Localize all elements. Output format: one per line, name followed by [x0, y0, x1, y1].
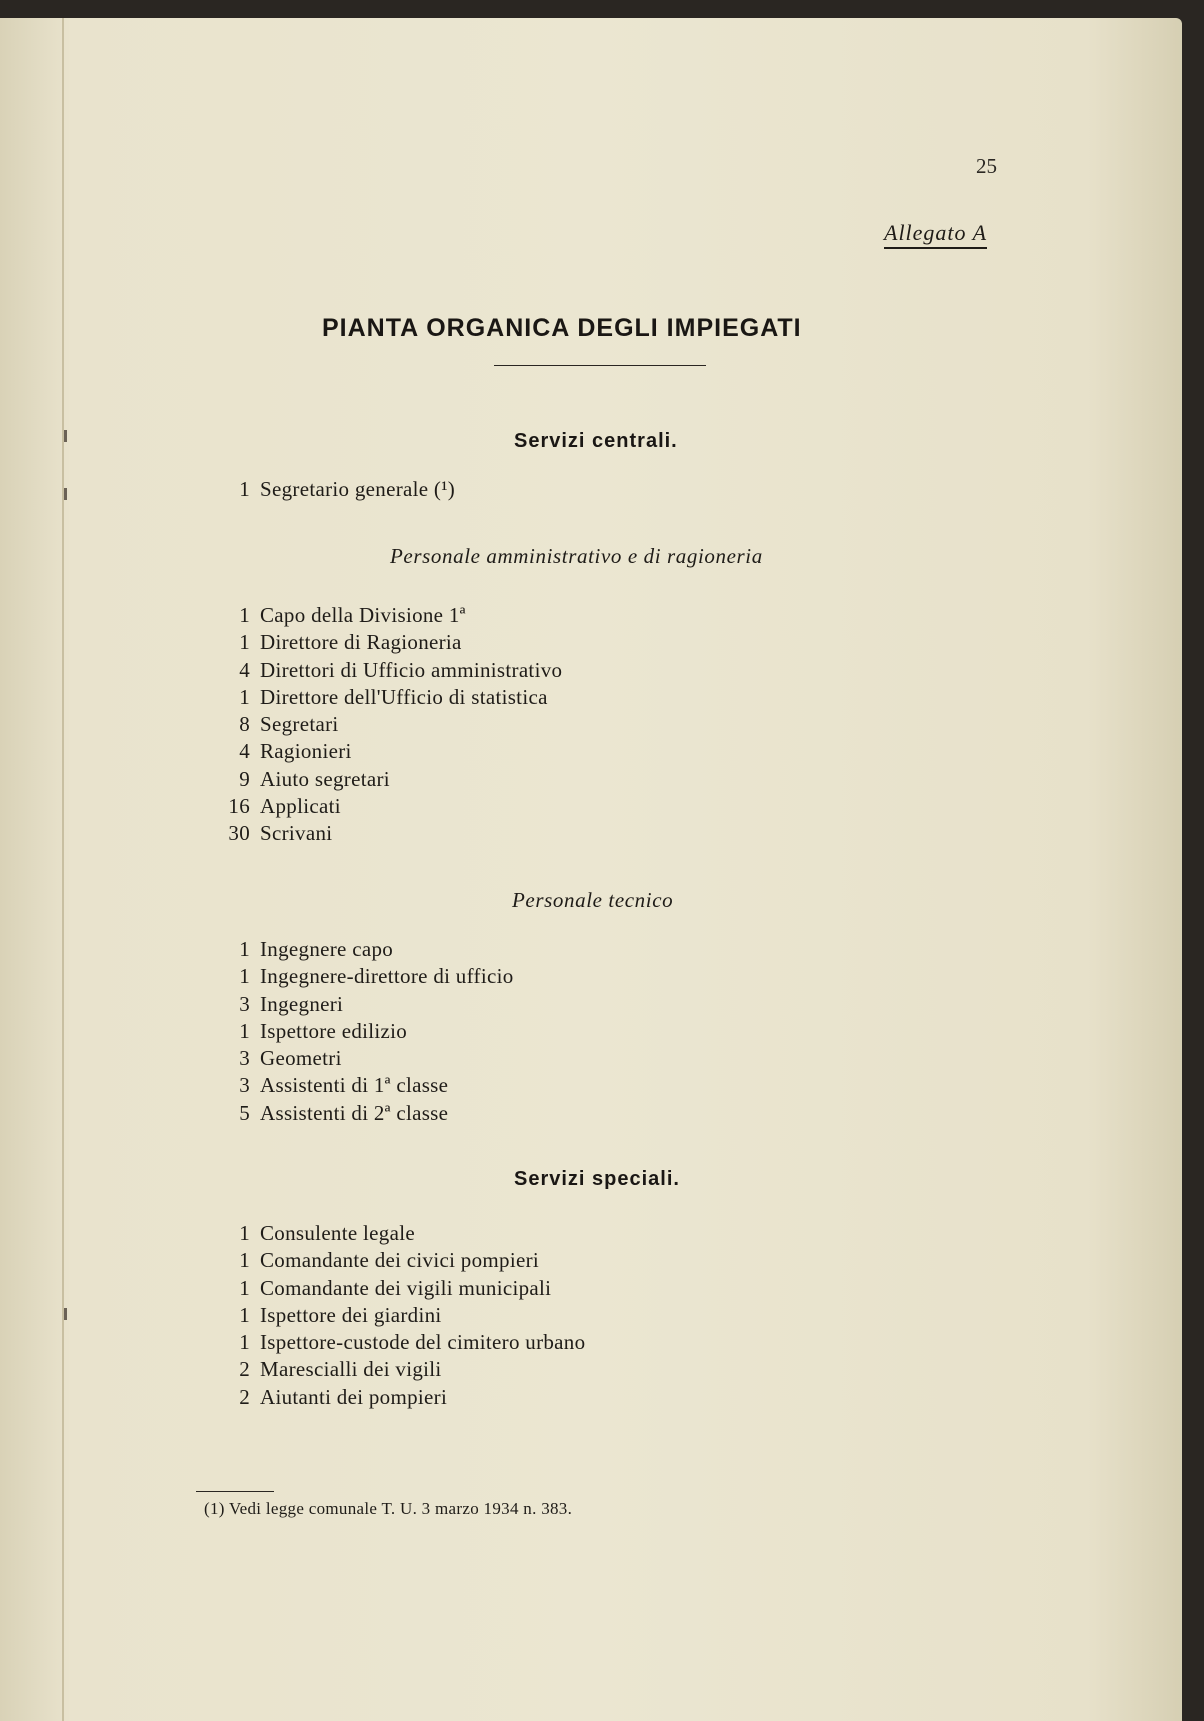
section-heading-central: Servizi centrali. — [514, 430, 678, 452]
list-item — [220, 936, 514, 963]
list-admin — [220, 602, 562, 848]
list-item — [220, 476, 455, 503]
item-title: Marescialli dei vigili — [260, 1357, 442, 1382]
item-quantity: 1 — [239, 964, 250, 989]
item-title: Ispettore-custode del cimitero urbano — [260, 1330, 586, 1355]
page-number: 25 — [976, 154, 997, 178]
item-quantity: 3 — [239, 991, 250, 1016]
item-quantity: 5 — [239, 1100, 250, 1125]
item-title: Comandante dei vigili municipali — [260, 1275, 552, 1300]
item-quantity: 1 — [239, 1330, 250, 1355]
binding-mark — [64, 1308, 67, 1320]
item-title: Assistenti di 1ª classe — [260, 1073, 449, 1098]
list-item — [220, 1329, 585, 1356]
item-title: Ingegneri — [260, 991, 344, 1016]
list-item — [220, 991, 514, 1018]
item-quantity: 4 — [239, 739, 250, 764]
page-title: PIANTA ORGANICA DEGLI IMPIEGATI — [322, 314, 802, 342]
item-title: Ispettore dei giardini — [260, 1302, 442, 1327]
subsection-heading-admin: Personale amministrativo e di ragioneria — [390, 544, 763, 568]
item-quantity: 2 — [239, 1384, 250, 1409]
item-title: Direttore di Ragioneria — [260, 630, 462, 655]
binding-gutter — [62, 18, 64, 1721]
item-title: Ingegnere-direttore di ufficio — [260, 964, 514, 989]
item-quantity: 3 — [239, 1046, 250, 1071]
item-quantity: 1 — [239, 1018, 250, 1043]
item-quantity: 1 — [239, 937, 250, 961]
list-item — [220, 1356, 585, 1383]
list-item — [220, 1220, 585, 1247]
list-item — [220, 1100, 514, 1127]
list-central — [220, 476, 455, 503]
list-item — [220, 963, 514, 990]
item-title: Assistenti di 2ª classe — [260, 1100, 449, 1125]
binding-mark — [64, 488, 67, 500]
list-item — [220, 1247, 585, 1274]
item-title: Aiutanti dei pompieri — [260, 1384, 448, 1409]
item-title: Direttori di Ufficio amministrativo — [260, 657, 563, 682]
item-title: Comandante dei civici pompieri — [260, 1248, 540, 1273]
item-title: Applicati — [260, 794, 341, 819]
list-item — [220, 793, 562, 820]
item-quantity: 1 — [239, 1275, 250, 1300]
item-title: Scrivani — [260, 821, 333, 846]
item-quantity: 1 — [239, 684, 250, 709]
item-title: Segretario generale (¹) — [260, 477, 456, 501]
list-special — [220, 1220, 585, 1411]
section-heading-special: Servizi speciali. — [514, 1168, 680, 1190]
item-title: Consulente legale — [260, 1221, 415, 1245]
footnote-divider — [196, 1491, 274, 1492]
list-item — [220, 711, 562, 738]
item-quantity: 4 — [239, 657, 250, 682]
list-item — [220, 657, 562, 684]
item-quantity: 1 — [239, 603, 250, 627]
subsection-heading-technical: Personale tecnico — [512, 888, 674, 912]
item-quantity: 30 — [228, 821, 250, 846]
footnote: (1) Vedi legge comunale T. U. 3 marzo 1934 n. 383. — [204, 1499, 573, 1518]
list-item — [220, 1045, 514, 1072]
item-quantity: 16 — [228, 794, 250, 819]
item-title: Ragionieri — [260, 739, 352, 764]
list-item — [220, 1275, 585, 1302]
annex-label: Allegato A — [884, 220, 987, 249]
list-item — [220, 820, 562, 847]
list-item — [220, 1302, 585, 1329]
list-item — [220, 1072, 514, 1099]
item-title: Capo della Divisione 1ª — [260, 603, 466, 627]
item-title: Geometri — [260, 1046, 342, 1071]
item-title: Ispettore edilizio — [260, 1018, 408, 1043]
item-title: Aiuto segretari — [260, 766, 390, 791]
item-quantity: 1 — [239, 630, 250, 655]
item-title: Segretari — [260, 712, 339, 737]
list-item — [220, 1018, 514, 1045]
list-item — [220, 738, 562, 765]
list-item — [220, 602, 562, 629]
list-item — [220, 684, 562, 711]
item-quantity: 1 — [239, 1248, 250, 1273]
item-quantity: 1 — [239, 477, 250, 501]
list-technical — [220, 936, 514, 1127]
list-item — [220, 766, 562, 793]
item-quantity: 1 — [239, 1221, 250, 1245]
item-title: Ingegnere capo — [260, 937, 394, 961]
item-quantity: 2 — [239, 1357, 250, 1382]
list-item — [220, 1384, 585, 1411]
document-page — [0, 18, 1182, 1721]
item-quantity: 8 — [239, 712, 250, 737]
item-quantity: 9 — [239, 766, 250, 791]
list-item — [220, 629, 562, 656]
title-divider — [494, 365, 706, 366]
item-quantity: 1 — [239, 1302, 250, 1327]
item-title: Direttore dell'Ufficio di statistica — [260, 684, 548, 709]
binding-mark — [64, 430, 67, 442]
item-quantity: 3 — [239, 1073, 250, 1098]
